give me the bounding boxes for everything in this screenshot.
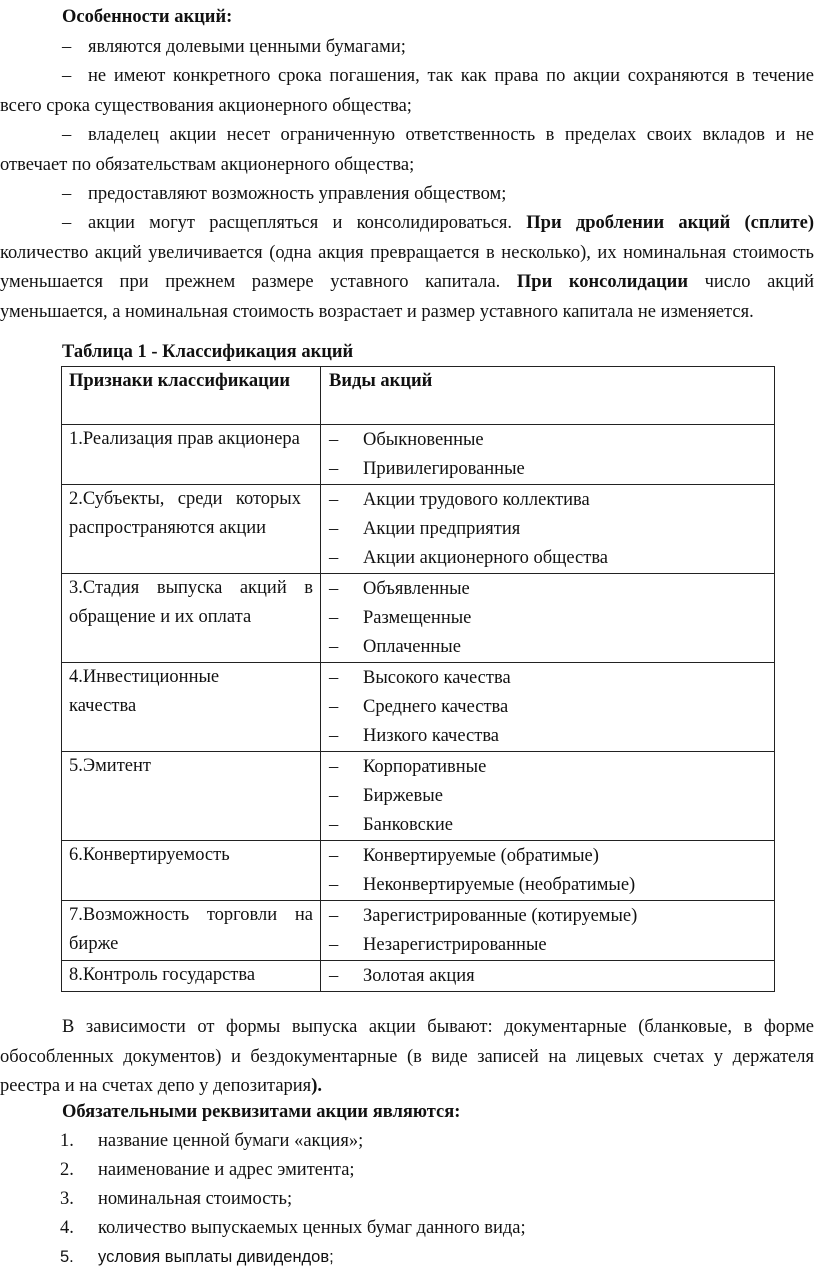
feature-text: 5.Эмитент <box>69 756 151 776</box>
feature-cell <box>62 752 321 841</box>
feature-item-text: не имеют конкретного срока погашения, так как права по акции сохраняются в течение всего срока существования акционерного общества; <box>0 66 814 116</box>
table-row <box>62 574 775 663</box>
feature-text: 8.Контроль государства <box>69 965 256 985</box>
kinds-cell <box>321 961 775 992</box>
header-cell-features: Признаки классификации <box>62 367 321 425</box>
feature-cell <box>62 663 321 752</box>
kind-item: – Привилегированные <box>329 459 525 479</box>
table-row <box>62 485 775 574</box>
feature-text: 6.Конвертируемость <box>69 845 230 865</box>
feature-cell <box>62 841 321 901</box>
requisite-item-5: 5. условия выплаты дивидендов; <box>60 1248 334 1266</box>
kinds-cell <box>321 574 775 663</box>
kinds-cell <box>321 663 775 752</box>
feature-item-text: акции могут расщепляться и консолидироваться. <box>88 213 513 233</box>
dash-marker: – <box>62 184 72 204</box>
feature-cell <box>62 961 321 992</box>
kind-item: – Золотая акция <box>329 966 475 986</box>
header-cell-kinds: Виды акций <box>321 367 775 425</box>
table-row <box>62 752 775 841</box>
kind-item: – Оплаченные <box>329 637 461 657</box>
feature-text: 4.Инвестиционные качества <box>69 667 220 716</box>
requisite-item-2: 2. наименование и адрес эмитента; <box>60 1160 355 1180</box>
kind-item: – Акции акционерного общества <box>329 548 609 568</box>
dash-marker: – <box>62 213 72 233</box>
kind-item: – Среднего качества <box>329 697 509 717</box>
feature-item-text: являются долевыми ценными бумагами; <box>88 37 406 57</box>
table-row <box>62 425 775 485</box>
kind-item: – Биржевые <box>329 786 443 806</box>
table-header-row <box>62 367 775 425</box>
kind-item: – Корпоративные <box>329 757 487 777</box>
consolidation-term: При консолидации <box>516 272 688 292</box>
kind-item: – Неконвертируемые (необратимые) <box>329 875 636 895</box>
feature-cell <box>62 901 321 961</box>
kinds-cell <box>321 425 775 485</box>
feature-item-text: предоставляют возможность управления обществом; <box>88 184 507 204</box>
feature-cell <box>62 425 321 485</box>
kind-item: – Акции трудового коллектива <box>329 490 590 510</box>
forms-paragraph-end: ). <box>311 1076 322 1096</box>
feature-text: 7.Возможность торговли на бирже <box>69 905 313 954</box>
dash-marker: – <box>62 66 72 86</box>
feature-text: 1.Реализация прав акционера <box>69 429 300 449</box>
feature-cell <box>62 574 321 663</box>
kinds-cell <box>321 485 775 574</box>
features-heading: Особенности акций: <box>62 7 233 27</box>
table-row <box>62 901 775 961</box>
kind-item: – Объявленные <box>329 579 470 599</box>
kind-item: – Акции предприятия <box>329 519 521 539</box>
requisite-item-1: 1. название ценной бумаги «акция»; <box>60 1131 364 1151</box>
feature-item-3 <box>0 121 814 180</box>
feature-text: 3.Стадия выпуска акций в обращение и их оплата <box>69 578 313 627</box>
kind-item: – Низкого качества <box>329 726 500 746</box>
requisites-heading: Обязательными реквизитами акции являются: <box>62 1102 461 1122</box>
table-row <box>62 841 775 901</box>
consolidation-text: число акций уменьшается, а номинальная стоимость возрастает и размер уставного капитала не изменяется. <box>0 272 814 322</box>
forms-paragraph <box>0 1013 814 1102</box>
requisite-item-4: 4. количество выпускаемых ценных бумаг данного вида; <box>60 1218 526 1238</box>
requisite-item-3: 3. номинальная стоимость; <box>60 1189 293 1209</box>
kind-item: – Высокого качества <box>329 668 511 688</box>
kinds-cell <box>321 841 775 901</box>
feature-cell <box>62 485 321 574</box>
kinds-cell <box>321 901 775 961</box>
feature-item-5 <box>0 209 814 327</box>
feature-item-1 <box>0 33 814 63</box>
dash-marker: – <box>62 37 72 57</box>
feature-item-4 <box>0 180 814 210</box>
kind-item: – Размещенные <box>329 608 472 628</box>
kind-item: – Конвертируемые (обратимые) <box>329 846 599 866</box>
table-row <box>62 961 775 992</box>
split-term: При дроблении акций (сплите) <box>526 213 814 233</box>
kind-item: – Обыкновенные <box>329 430 484 450</box>
split-text: количество акций увеличивается (одна акция превращается в несколько), их номинальная стоимость уменьшается при прежнем размере уставного капитала. <box>0 242 814 292</box>
kind-item: – Зарегистрированные (котируемые) <box>329 906 638 926</box>
table-caption: Таблица 1 - Классификация акций <box>62 342 354 362</box>
feature-item-2 <box>0 62 814 121</box>
kind-item: – Банковские <box>329 815 453 835</box>
table-row <box>62 663 775 752</box>
kinds-cell <box>321 752 775 841</box>
classification-table <box>61 366 775 992</box>
forms-paragraph-text: В зависимости от формы выпуска акции бывают: документарные (бланковые, в форме обособленных документов) и бездокументарные (в виде записей на лицевых счетах у держателя реестра и на счетах депо у депозитария <box>0 1017 814 1096</box>
feature-text: 2.Субъекты, среди которых распространяются акции <box>69 489 301 538</box>
feature-item-text: владелец акции несет ограниченную ответственность в пределах своих вкладов и не отвечает по обязательствам акционерного общества; <box>0 125 814 175</box>
dash-marker: – <box>62 125 72 145</box>
kind-item: – Незарегистрированные <box>329 935 547 955</box>
